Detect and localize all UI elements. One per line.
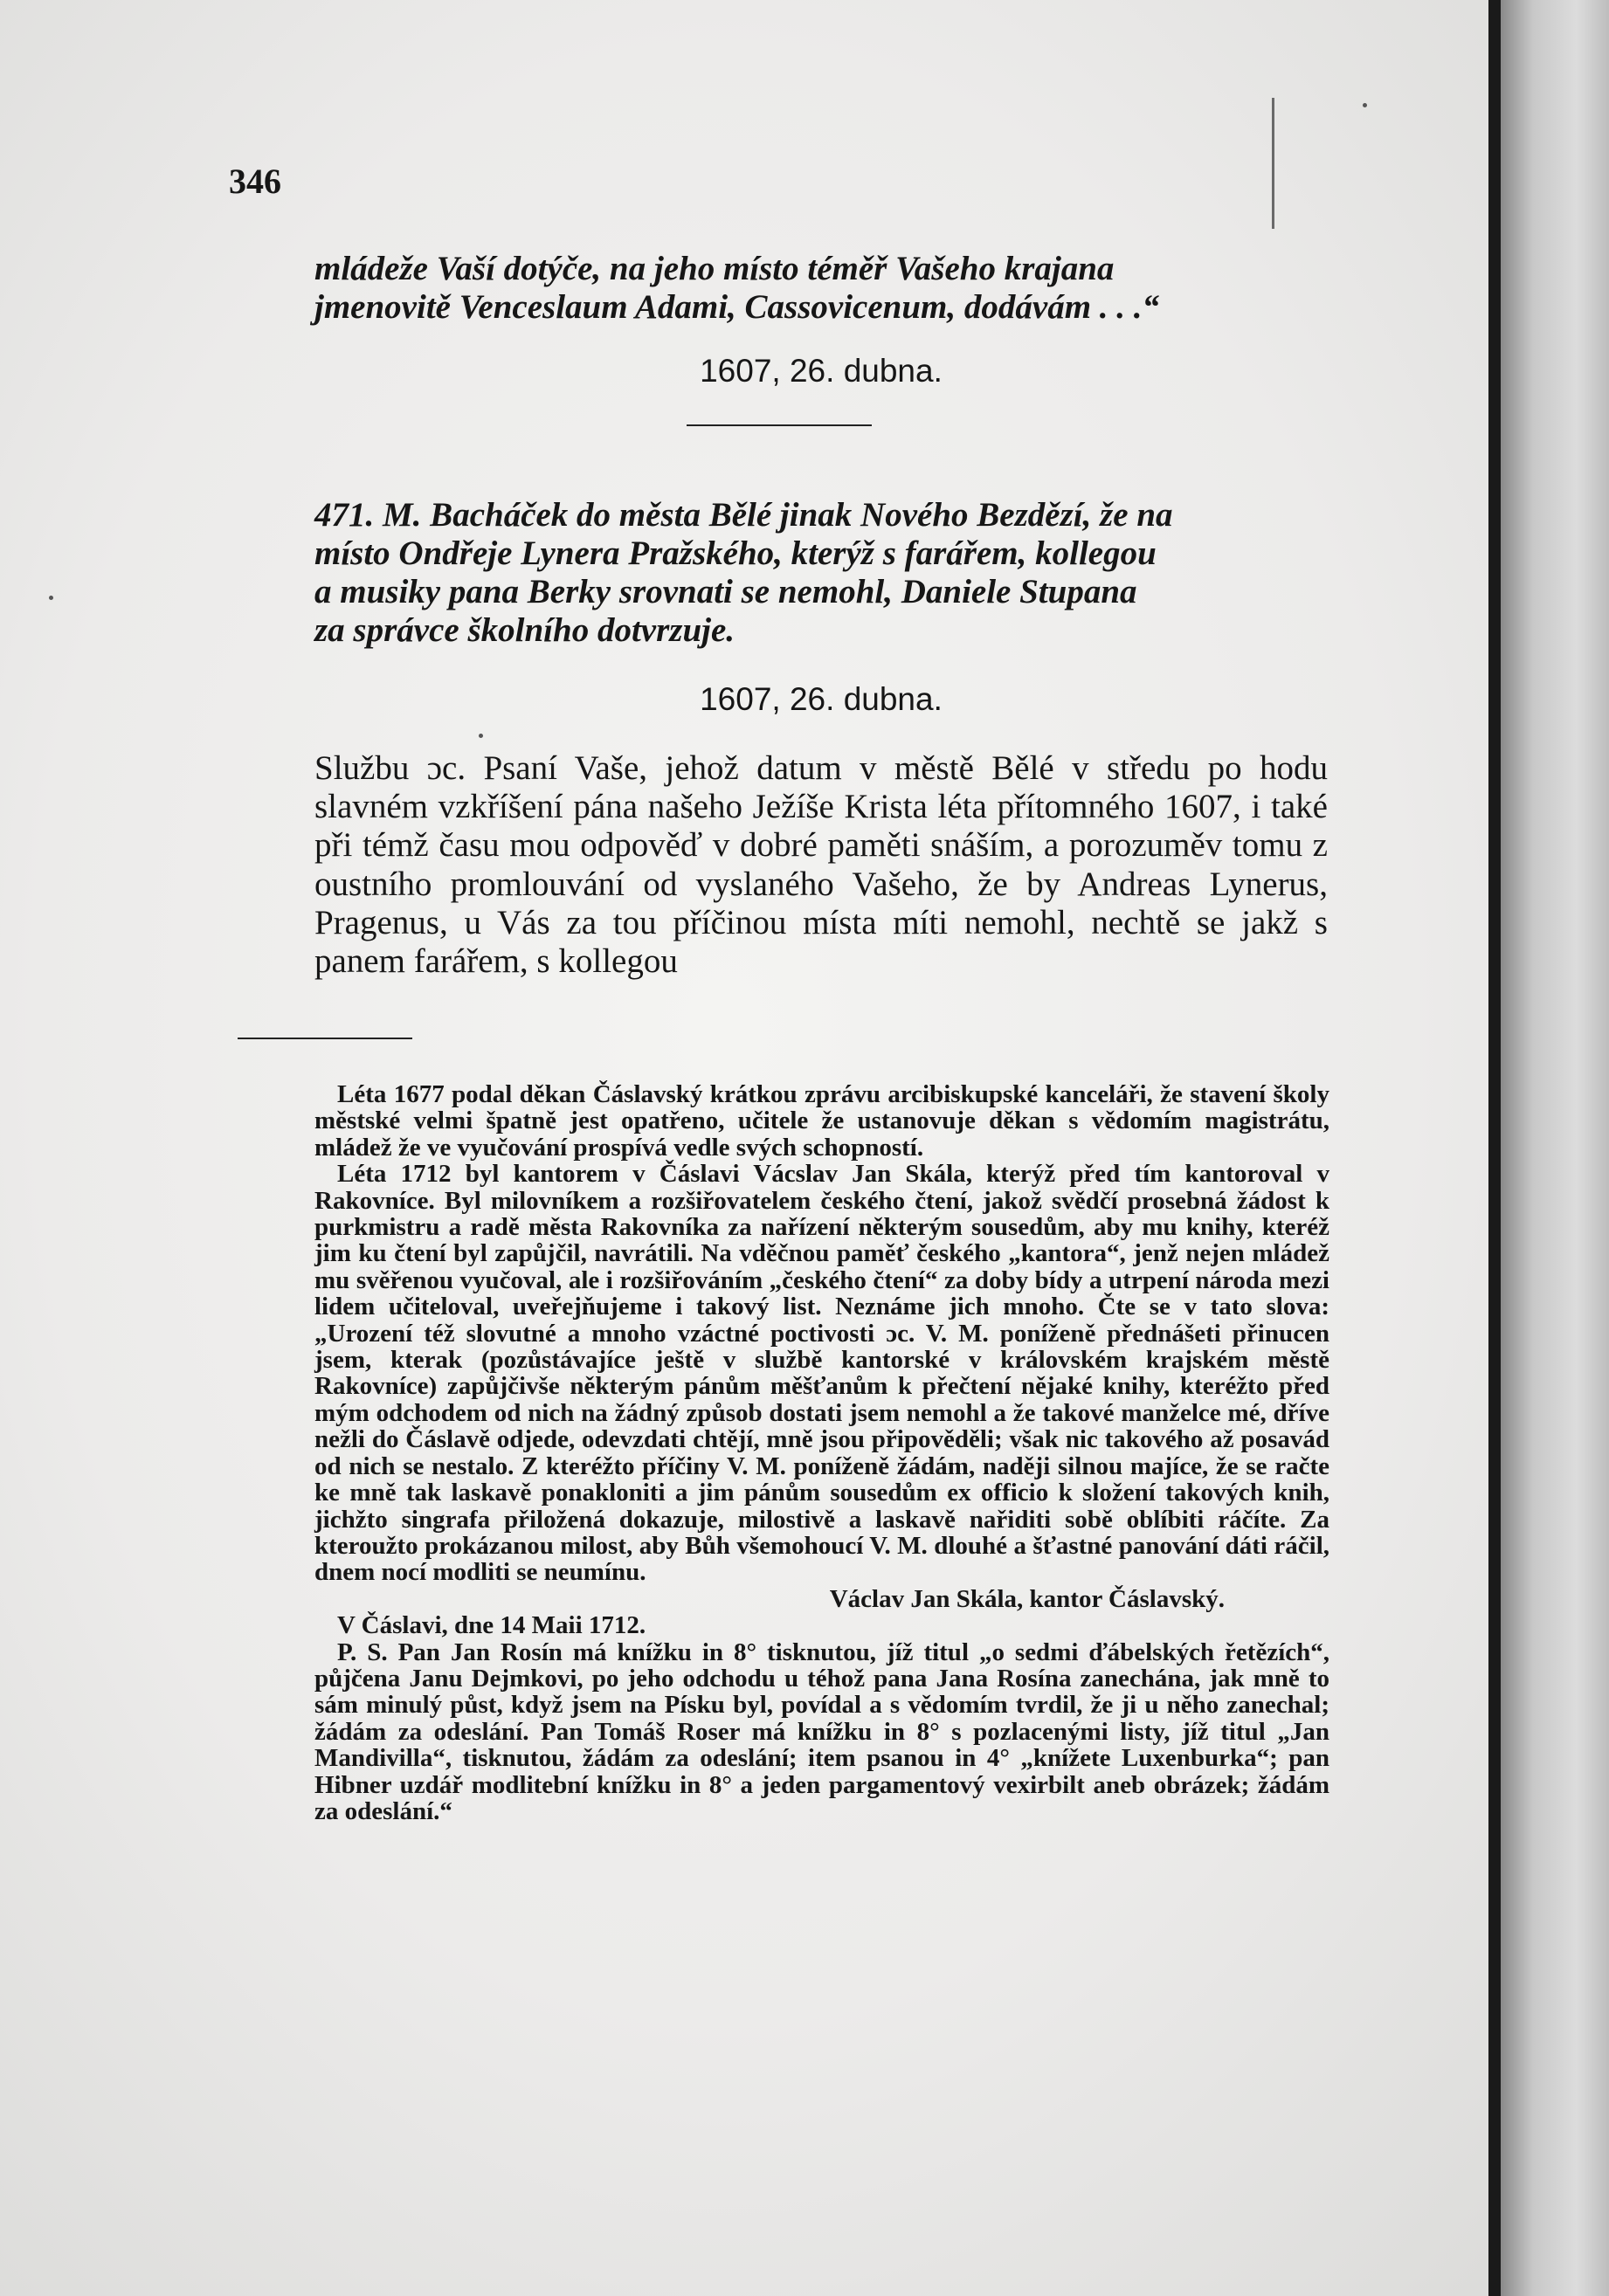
adjacent-page-strip — [1501, 0, 1609, 2296]
page-number: 346 — [229, 162, 281, 201]
footnote-place-date: V Čáslavi, dne 14 Maii 1712. — [337, 1611, 646, 1640]
prev-item-line-2: jmenovitě Venceslaum Adami, Cassovicenum, dodávám . . .“ — [314, 288, 1160, 326]
prev-item-line-1: mládeže Vaší dotýče, na jeho místo téměř Vašeho krajana — [314, 250, 1115, 287]
item-date: 1607, 26. dubna. — [700, 681, 943, 717]
item-heading-line-1: 471. M. Bacháček do města Bělé jinak Nového Bezdězí, že na — [314, 496, 1173, 534]
footnote-rule — [238, 1038, 412, 1039]
footnote — [314, 1081, 1329, 1824]
page-binding-edge — [1488, 0, 1501, 2296]
item-heading-line-4: za správce školního dotvrzuje. — [314, 611, 735, 649]
footnote-postscript: P. S. Pan Jan Rosín má knížku in 8° tisknutou, jíž titul „o sedmi ďábelských řetězích“, půjčena Janu Dejmkovi, po jeho odchodu u téhož pana Jana Rosína zanechána, jak mně to sám minulý půst, když jsem na Písku byl, povídal a s vědomím tvrdil, že ji u něho zanechal; žádám za odeslání. Pan Tomáš Roser má knížku in 8° s pozlacenými listy, jíž titul „Jan Mandivilla“, tisknutou, žádám za odeslání; item psanou in 4° „knížete Luxenburka“; pan Hibner uzdář modlitební knížku in 8° a jeden pargamentový vexirbilt aneb obrázek; žádám za odeslání.“ — [314, 1638, 1329, 1825]
item-heading-line-2: místo Ondřeje Lynera Pražského, kterýž s farářem, kollegou — [314, 534, 1157, 572]
prev-item-date: 1607, 26. dubna. — [700, 353, 943, 389]
separator-rule — [687, 424, 872, 426]
footnote-paragraph-2: Léta 1712 byl kantorem v Čáslavi Vácslav Jan Skála, kterýž před tím kantoroval v Rakovníce. Byl milovníkem a rozšiřovatelem českého čtení, jakož svědčí prosebná žádost k purkmistru a radě města Rakovníka za nařízení některým sousedům, aby mu knihy, kteréž jim ku čtení byl zapůjčil, navrátili. Na vděčnou paměť českého „kantora“, jenž nejen mládež mu svěřenou vyučoval, ale i rozšiřováním „českého čtení“ za doby bídy a utrpení národa mezi lidem učiteloval, uveřejňujeme i takový list. Neznáme jich mnoho. Čte se v tato slova: „Urození též slovutné a mnoho vzáctné poctivosti ɔc. V. M. poníženě přednášeti přinucen jsem, kterak (pozůstávajíce ještě v službě kantorské v královském krajském městě Rakovníce) zapůjčivše některým pánům měšťanům k přečtení nějaké knihy, kteréžto před mým odchodem od nich na žádný způsob dostati jsem nemohl a že takové manželce mé, dříve nežli do Čáslavě odjede, odevzdati chtějí, mně jsou připověděli; však nic takového až posavád od nich se nestalo. Z kteréžto příčiny V. M. poníženě žádám, naději silnou majíce, že se račte ke mně tak laskavě ponakloniti a jim pánům sousedům ex officio k složení takových knih, jichžto singrafa přiložená dokazuje, milostivě a laskavě nařiditi sobě oblíbiti ráčíte. Za kteroužto prokázanou milost, aby Bůh všemohoucí V. M. dlouhé a šťastné panování dáti ráčil, dnem nocí modliti se neumínu. — [314, 1160, 1329, 1587]
item-heading-line-3: a musiky pana Berky srovnati se nemohl, Daniele Stupana — [314, 573, 1137, 610]
footnote-signature: Václav Jan Skála, kantor Čáslavský. — [829, 1584, 1225, 1613]
scan-speck — [1363, 103, 1367, 107]
scan-margin-mark — [1272, 98, 1274, 229]
letter-body: Službu ɔc. Psaní Vaše, jehož datum v městě Bělé v středu po hodu slavném vzkříšení pána našeho Ježíše Krista léta přítomného 1607, i také při témž času mou odpověď v dobré paměti snáším, a porozuměv tomu z oustního promlouvání od vyslaného Vašeho, že by Andreas Lynerus, Pragenus, u Vás za tou příčinou místa míti nemohl, nechtě se jakž s panem farářem, s kollegou — [314, 749, 1328, 981]
footnote-paragraph-1: Léta 1677 podal děkan Čáslavský krátkou zprávu arcibiskupské kanceláři, že stavení školy městské velmi špatně jest opatřeno, učitele že ustanovuje děkan s vědomím magistrátu, mládež že ve vyučování prospívá vedle svých schopností. — [314, 1080, 1329, 1162]
scan-speck — [49, 596, 53, 600]
scan-speck — [479, 734, 483, 738]
